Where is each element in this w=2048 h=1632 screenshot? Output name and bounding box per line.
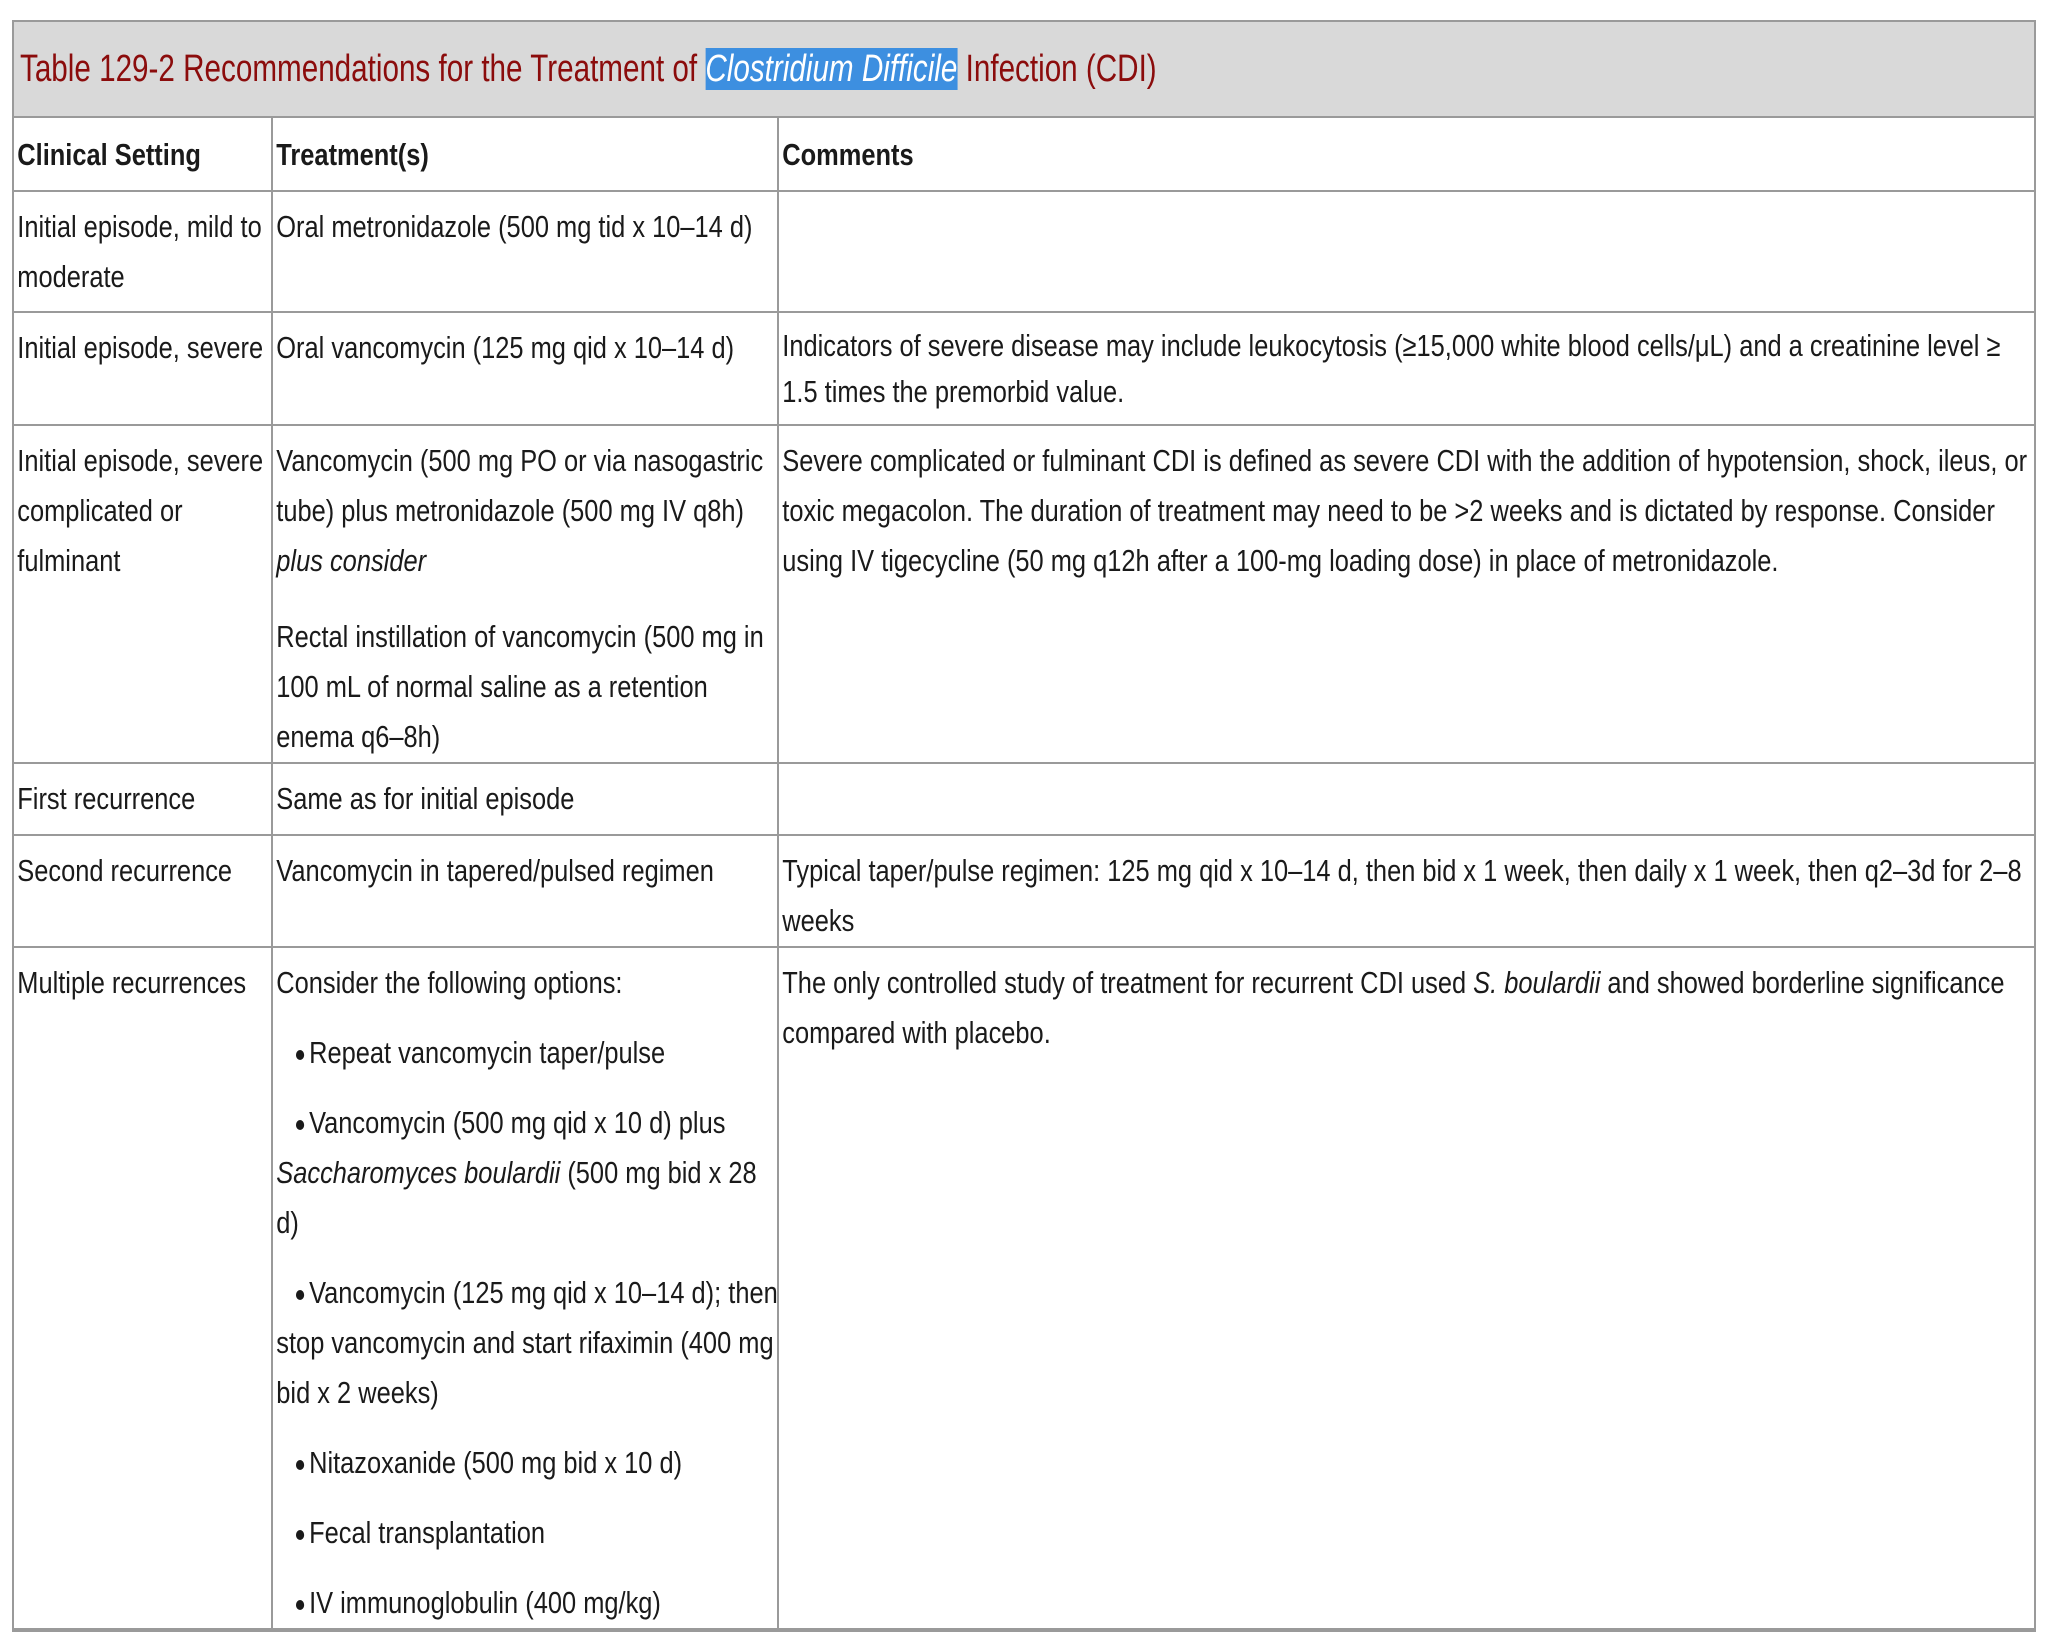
table-row — [14, 763, 2034, 835]
table-title-bar — [14, 22, 2034, 118]
table-row — [14, 835, 2034, 947]
treatment-cell: Oral vancomycin (125 mg qid x 10–14 d) — [272, 312, 778, 425]
treatment-table — [14, 118, 2034, 1630]
bullet-icon — [296, 1600, 304, 1610]
option-item: Nitazoxanide (500 mg bid x 10 d) — [276, 1438, 780, 1488]
bullet-icon — [296, 1050, 304, 1060]
cdi-treatment-table — [12, 20, 2036, 1632]
option-item: Fecal transplantation — [276, 1508, 780, 1558]
title-selected-text[interactable]: Clostridium Difficile — [705, 47, 958, 90]
setting-cell: Initial episode, mild to moderate — [14, 191, 272, 312]
comment-cell: Indicators of severe disease may include leukocytosis (≥15,000 white blood cells/μL) and a creatinine level ≥ 1.5 times the premorbid value. — [778, 312, 2034, 425]
treatment-cell — [272, 947, 778, 1629]
bullet-icon — [296, 1120, 304, 1130]
table-row — [14, 312, 2034, 425]
bullet-icon — [296, 1530, 304, 1540]
table-row — [14, 191, 2034, 312]
option-item: Vancomycin (500 mg qid x 10 d) plus Saccharomyces boulardii (500 mg bid x 28 d) — [276, 1105, 757, 1240]
title-prefix: Table 129-2 Recommendations for the Treatment of — [20, 47, 706, 90]
header-comments: Comments — [778, 118, 2034, 191]
title-suffix: Infection (CDI) — [957, 47, 1157, 90]
comment-cell: Typical taper/pulse regimen: 125 mg qid x 10–14 d, then bid x 1 week, then daily x 1 week, then q2–3d for 2–8 weeks — [778, 835, 2034, 947]
comment-cell — [778, 763, 2034, 835]
comment-cell: Severe complicated or fulminant CDI is defined as severe CDI with the addition of hypotension, shock, ileus, or toxic megacolon. The duration of treatment may need to be >2 weeks and is dictated by response. Consider using IV tigecycline (50 mg q12h after a 100-mg loading dose) in place of metronidazole. — [778, 425, 2034, 763]
table-row — [14, 425, 2034, 763]
table-header-row — [14, 118, 2034, 191]
comment-cell: The only controlled study of treatment for recurrent CDI used S. boulardii and showed borderline significance compared with placebo. — [778, 947, 2034, 1629]
setting-cell: Initial episode, severe complicated or fulminant — [14, 425, 272, 763]
option-item: Vancomycin (125 mg qid x 10–14 d); then stop vancomycin and start rifaximin (400 mg bid x 2 weeks) — [276, 1275, 778, 1410]
bullet-icon — [296, 1460, 304, 1470]
header-clinical-setting: Clinical Setting — [14, 118, 272, 191]
table-row — [14, 947, 2034, 1629]
setting-cell: Second recurrence — [14, 835, 272, 947]
treatment-cell: Oral metronidazole (500 mg tid x 10–14 d) — [272, 191, 778, 312]
options-intro: Consider the following options: — [276, 965, 623, 1000]
setting-cell: Multiple recurrences — [14, 947, 272, 1629]
comment-cell — [778, 191, 2034, 312]
setting-cell: First recurrence — [14, 763, 272, 835]
option-item: Repeat vancomycin taper/pulse — [276, 1028, 780, 1078]
header-treatments: Treatment(s) — [272, 118, 778, 191]
option-item: IV immunoglobulin (400 mg/kg) — [276, 1578, 780, 1628]
setting-cell: Initial episode, severe — [14, 312, 272, 425]
table-title — [20, 48, 1157, 91]
treatment-cell: Same as for initial episode — [272, 763, 778, 835]
treatment-cell: Vancomycin in tapered/pulsed regimen — [272, 835, 778, 947]
bullet-icon — [296, 1290, 304, 1300]
treatment-para: Rectal instillation of vancomycin (500 mg in 100 mL of normal saline as a retention enema q6–8h) — [276, 619, 764, 754]
treatment-para: Vancomycin (500 mg PO or via nasogastric tube) plus metronidazole (500 mg IV q8h) plus consider — [276, 443, 764, 578]
treatment-cell — [272, 425, 778, 763]
